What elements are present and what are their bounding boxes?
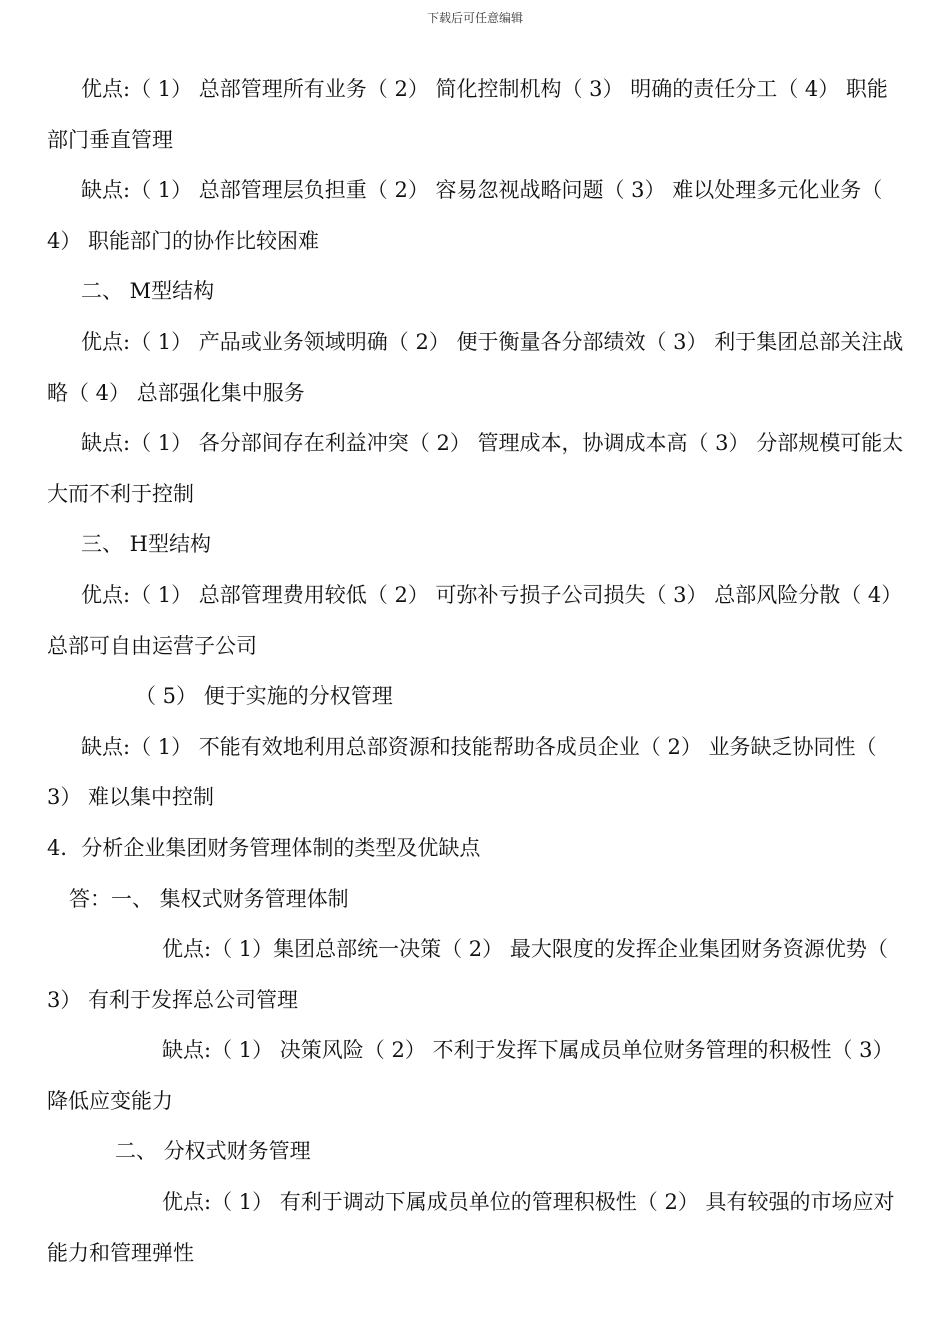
question-4: 4．分析企业集团财务管理体制的类型及优缺点 <box>47 835 481 860</box>
answer-heading-centralized: 答：一、 集权式财务管理体制 <box>69 886 349 911</box>
paragraph-h-cons: 缺点:（ 1） 不能有效地利用总部资源和技能帮助各成员企业（ 2） 业务缺乏协同性（ 3） 难以集中控制 <box>47 734 877 810</box>
paragraph-decentralized-pros: 优点:（ 1） 有利于调动下属成员单位的管理积极性（ 2） 具有较强的市场应对能力和管理弹性 <box>47 1190 895 1265</box>
paragraph-h-pros-cont: （ 5） 便于实施的分权管理 <box>135 684 393 709</box>
paragraph-m-pros: 优点:（ 1） 产品或业务领域明确（ 2） 便于衡量各分部绩效（ 3） 利于集团总部关注战略（ 4） 总部强化集中服务 <box>47 329 904 405</box>
paragraph-centralized-pros: 优点:（ 1）集团总部统一决策（ 2） 最大限度的发挥企业集团财务资源优势（ 3） 有利于发挥总公司管理 <box>47 937 888 1012</box>
page-header: 下载后可任意编辑 <box>426 11 523 25</box>
paragraph-h-pros: 优点:（ 1） 总部管理费用较低（ 2） 可弥补亏损子公司损失（ 3） 总部风险分散（ 4） 总部可自由运营子公司 <box>47 582 903 658</box>
heading-m-structure: 二、 M型结构 <box>81 279 215 304</box>
paragraph-centralized-cons: 缺点:（ 1） 决策风险（ 2） 不利于发挥下属成员单位财务管理的积极性（ 3） 降低应变能力 <box>47 1038 894 1113</box>
paragraph-m-cons: 缺点:（ 1） 各分部间存在利益冲突（ 2） 管理成本，协调成本高（ 3） 分部规模可能太大而不利于控制 <box>47 431 904 506</box>
paragraph-u-cons: 缺点:（ 1） 总部管理层负担重（ 2） 容易忽视战略问题（ 3） 难以处理多元化业务（ 4） 职能部门的协作比较困难 <box>47 178 883 253</box>
heading-decentralized: 二、 分权式财务管理 <box>115 1139 311 1164</box>
heading-h-structure: 三、 H型结构 <box>81 532 211 557</box>
document-body <box>47 64 907 1278</box>
paragraph-u-pros: 优点:（ 1） 总部管理所有业务（ 2） 简化控制机构（ 3） 明确的责任分工（ 4） 职能部门垂直管理 <box>47 77 888 152</box>
